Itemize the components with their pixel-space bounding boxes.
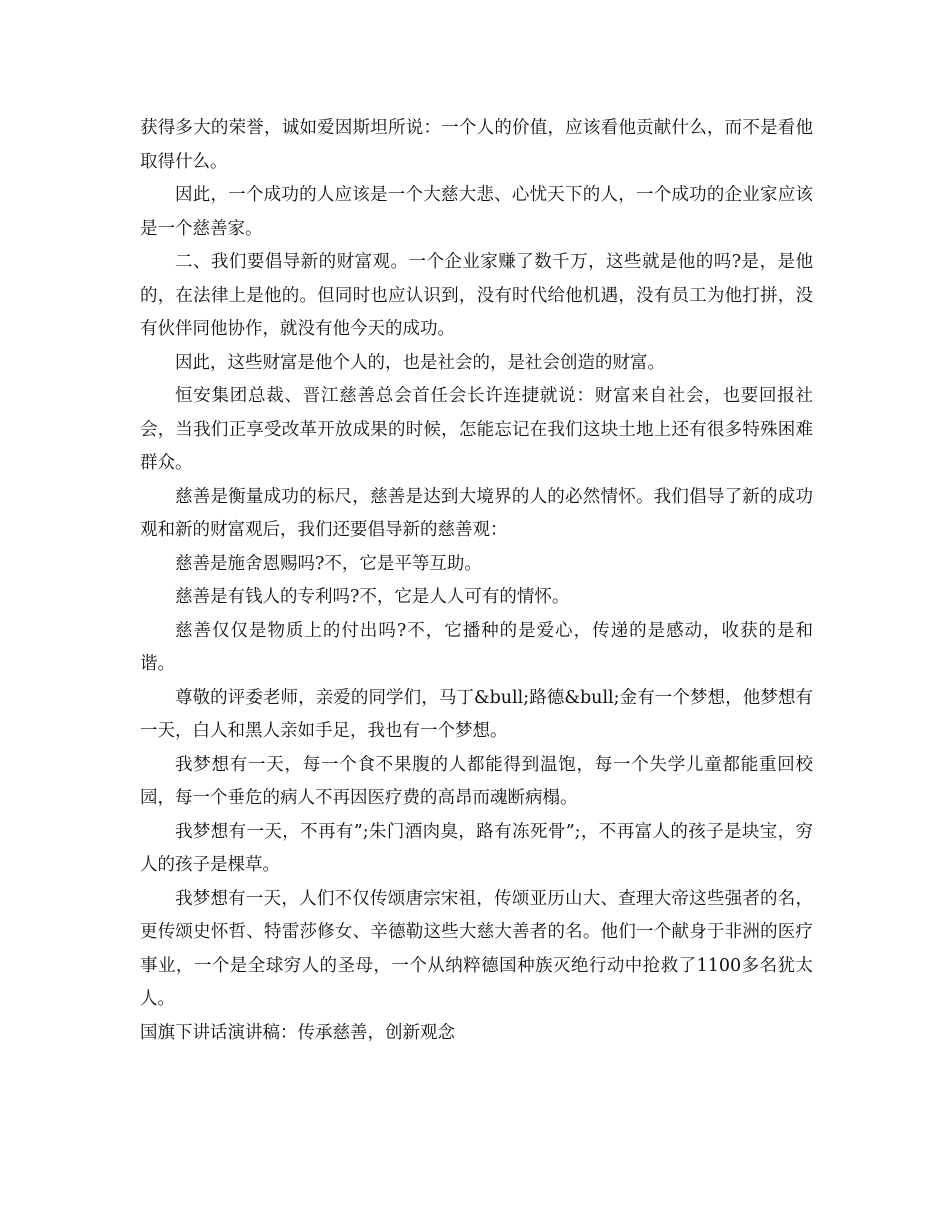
paragraph: 慈善仅仅是物质上的付出吗?不，它播种的是爱心，传递的是感动，收获的是和谐。 (140, 620, 813, 674)
paragraph: 慈善是施舍恩赐吗?不，它是平等互助。 (175, 553, 482, 574)
paragraph: 恒安集团总裁、晋江慈善总会首任会长许连捷就说：财富来自社会，也要回报社会，当我们正享受改革开放成果的时候，怎能忘记在我们这块土地上还有很多特殊困难群众。 (140, 386, 813, 473)
paragraph: 我梦想有一天，每一个食不果腹的人都能得到温饱，每一个失学儿童都能重回校园，每一个垂危的病人不再因医疗费的高昂而魂断病榻。 (140, 754, 813, 808)
paragraph: 尊敬的评委老师，亲爱的同学们，马丁&bull;路德&bull;金有一个梦想，他梦想有一天，白人和黑人亲如手足，我也有一个梦想。 (140, 687, 813, 741)
document-title: 国旗下讲话演讲稿：传承慈善，创新观念 (140, 1022, 455, 1043)
paragraph: 因此，一个成功的人应该是一个大慈大悲、心忧天下的人，一个成功的企业家应该是一个慈善家。 (140, 185, 813, 239)
paragraph-continuation: 获得多大的荣誉，诚如爱因斯坦所说：一个人的价值，应该看他贡献什么，而不是看他取得什么。 (140, 118, 813, 172)
paragraph: 二、我们要倡导新的财富观。一个企业家赚了数千万，这些就是他的吗?是，是他的，在法律上是他的。但同时也应认识到，没有时代给他机遇，没有员工为他打拼，没有伙伴同他协作，就没有他今天的成功。 (140, 252, 813, 339)
document-body (140, 112, 813, 1050)
paragraph: 慈善是衡量成功的标尺，慈善是达到大境界的人的必然情怀。我们倡导了新的成功观和新的财富观后，我们还要倡导新的慈善观： (140, 486, 813, 540)
paragraph: 我梦想有一天，不再有”;朱门酒肉臭，路有冻死骨”;，不再富人的孩子是块宝，穷人的孩子是棵草。 (140, 821, 813, 875)
paragraph: 因此，这些财富是他个人的，也是社会的，是社会创造的财富。 (175, 352, 665, 373)
paragraph: 慈善是有钱人的专利吗?不，它是人人可有的情怀。 (175, 587, 570, 607)
paragraph: 我梦想有一天，人们不仅传颂唐宗宋祖，传颂亚历山大、查理大帝这些强者的名，更传颂史怀哲、特雷莎修女、辛德勒这些大慈大善者的名。他们一个献身于非洲的医疗事业，一个是全球穷人的圣母，一个从纳粹德国种族灭绝行动中抢救了1100多名犹太人。 (140, 888, 813, 1009)
